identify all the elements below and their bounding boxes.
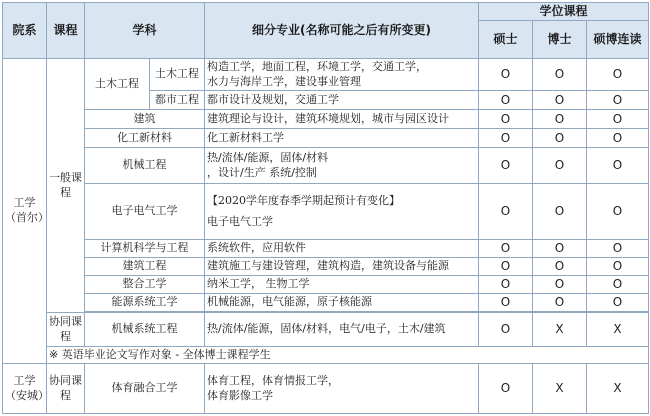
specialty-line: 体育工程，体育情报工学， <box>207 373 340 387</box>
master-mark: O <box>479 276 533 294</box>
specialty-line: 都市设计及规划，交通工学 <box>207 92 340 106</box>
header-doctor: 博士 <box>533 21 587 59</box>
integrated-mark: X <box>587 364 649 414</box>
doctor-mark: O <box>533 129 587 148</box>
college-cell: 工学（首尔） <box>3 59 47 364</box>
specialty-line: 建筑施工与建设管理，建筑构造，建筑设备与能源 <box>207 259 450 273</box>
specialty-line: 机械能源，电气能源，原子核能源 <box>207 295 373 309</box>
header-integrated: 硕博连读 <box>587 21 649 59</box>
integrated-mark: O <box>587 184 649 240</box>
subject-cell: 土木工程 <box>150 59 205 91</box>
integrated-mark: O <box>587 129 649 148</box>
subject-cell: 计算机科学与工程 <box>85 240 205 258</box>
specialty-line: 体育影像工学 <box>207 388 274 402</box>
degree-table <box>2 2 649 414</box>
integrated-mark: O <box>587 294 649 312</box>
header-college: 院系 <box>3 3 47 59</box>
master-mark: O <box>479 59 533 91</box>
integrated-mark: O <box>587 110 649 129</box>
doctor-mark: X <box>533 313 587 347</box>
specialty-line: 构造工学，地面工程，环境工学，交通工学， <box>207 59 428 73</box>
subject-cell: 化工新材料 <box>85 129 205 148</box>
doctor-mark: O <box>533 240 587 258</box>
specialty-cell <box>205 364 479 414</box>
integrated-mark: O <box>587 148 649 184</box>
master-mark: O <box>479 110 533 129</box>
subject-cell: 机械工程 <box>85 148 205 184</box>
master-mark: O <box>479 91 533 110</box>
note-text: ※ 英语毕业论文写作对象 - 全体博士课程学生 <box>47 347 649 364</box>
course-cell: 一般课程 <box>47 59 85 313</box>
doctor-mark: O <box>533 110 587 129</box>
specialty-line: ，设计/生产 系统/控制 <box>207 165 317 179</box>
specialty-cell <box>205 258 479 276</box>
integrated-mark: X <box>587 313 649 347</box>
integrated-mark: O <box>587 276 649 294</box>
subject-cell: 能源系统工学 <box>85 294 205 312</box>
integrated-mark: O <box>587 258 649 276</box>
integrated-mark: O <box>587 240 649 258</box>
course-cell-coop: 协同课程 <box>47 364 85 414</box>
specialty-line: 化工新材料工学 <box>207 130 285 144</box>
master-mark: O <box>479 294 533 312</box>
doctor-mark: X <box>533 364 587 414</box>
doctor-mark: O <box>533 184 587 240</box>
course-cell-coop: 协同课程 <box>47 313 85 347</box>
specialty-cell <box>205 129 479 148</box>
specialty-line: 热/流体/能源，固体/材料，电气/电子，土木/建筑 <box>207 322 446 336</box>
specialty-line: 建筑理论与设计，建筑环境规划，城市与园区设计 <box>207 111 450 125</box>
specialty-line: 热/流体/能源，固体/材料 <box>207 150 329 164</box>
specialty-cell <box>205 313 479 347</box>
integrated-mark: O <box>587 91 649 110</box>
doctor-mark: O <box>533 258 587 276</box>
master-mark: O <box>479 364 533 414</box>
doctor-mark: O <box>533 59 587 91</box>
master-mark: O <box>479 129 533 148</box>
header-course: 课程 <box>47 3 85 59</box>
specialty-cell <box>205 59 479 91</box>
master-mark: O <box>479 240 533 258</box>
header-specialty: 细分专业(名称可能之后有所变更) <box>205 3 479 59</box>
specialty-cell <box>205 276 479 294</box>
specialty-cell <box>205 240 479 258</box>
subject-cell: 电子电气工学 <box>85 184 205 240</box>
subject-group-civil: 土木工程 <box>85 59 150 110</box>
header-subject: 学科 <box>85 3 205 59</box>
header-master: 硕士 <box>479 21 533 59</box>
specialty-cell <box>205 91 479 110</box>
specialty-line: 【2020学年度春季学期起预计有变化】 <box>207 193 401 207</box>
doctor-mark: O <box>533 91 587 110</box>
master-mark: O <box>479 148 533 184</box>
subject-cell: 体育融合工学 <box>85 364 205 414</box>
specialty-cell <box>205 294 479 312</box>
college-cell: 工学（安城） <box>3 364 47 414</box>
subject-cell: 机械系统工程 <box>85 313 205 347</box>
header-degree-group: 学位课程 <box>479 3 649 21</box>
master-mark: O <box>479 313 533 347</box>
specialty-cell <box>205 184 479 240</box>
specialty-line: 纳米工学， 生物工学 <box>207 277 310 291</box>
specialty-line: 水力与海岸工学，建设事业管理 <box>207 74 362 88</box>
subject-cell: 整合工学 <box>85 276 205 294</box>
doctor-mark: O <box>533 276 587 294</box>
specialty-line: 电子电气工学 <box>207 214 274 228</box>
specialty-line: 系统软件，应用软件 <box>207 241 307 255</box>
integrated-mark: O <box>587 59 649 91</box>
subject-cell: 都市工程 <box>150 91 205 110</box>
specialty-cell <box>205 110 479 129</box>
subject-cell: 建筑工程 <box>85 258 205 276</box>
doctor-mark: O <box>533 148 587 184</box>
doctor-mark: O <box>533 294 587 312</box>
master-mark: O <box>479 184 533 240</box>
master-mark: O <box>479 258 533 276</box>
subject-cell: 建筑 <box>85 110 205 129</box>
specialty-cell <box>205 148 479 184</box>
